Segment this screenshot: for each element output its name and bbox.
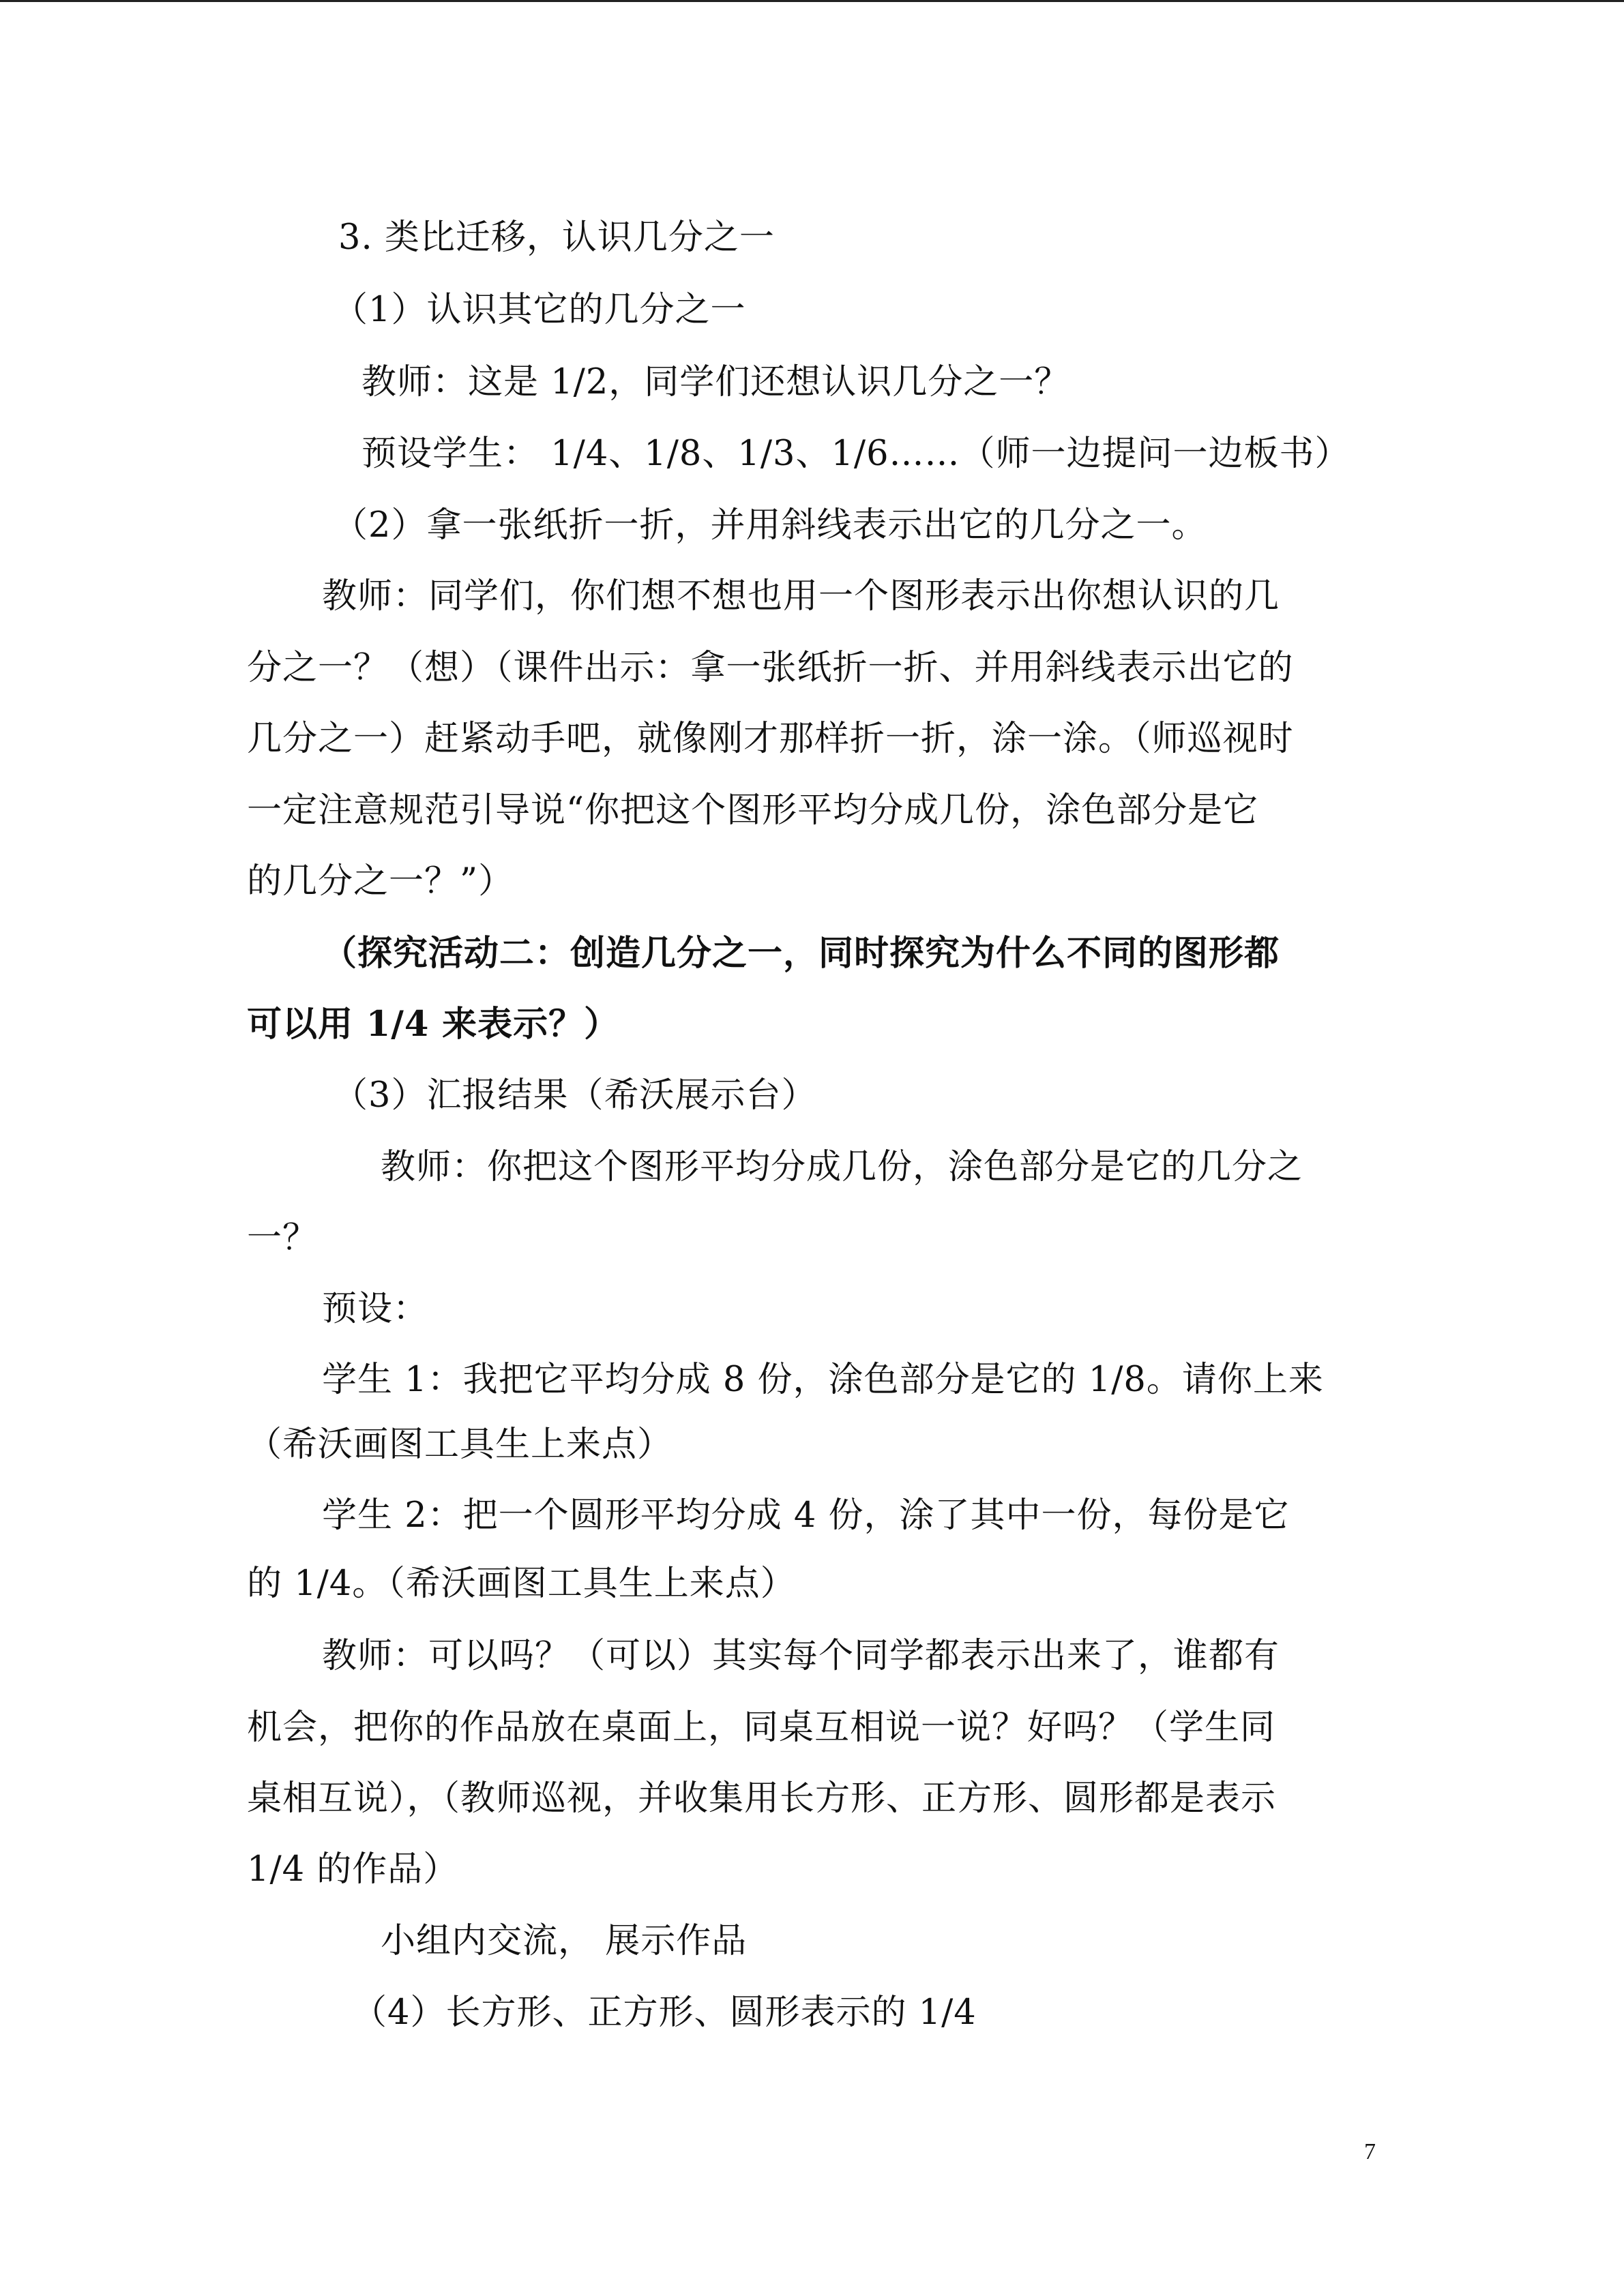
paragraph-line: 教师：同学们，你们想不想也用一个图形表示出你想认识的几 bbox=[322, 576, 1280, 616]
paragraph-line: 预设： bbox=[322, 1289, 429, 1329]
paragraph-line: 学生 2：把一个圆形平均分成 4 份，涂了其中一份，每份是它 bbox=[322, 1495, 1290, 1536]
paragraph-line: 的几分之一？”） bbox=[247, 861, 514, 901]
subsection-heading: （3）汇报结果（希沃展示台） bbox=[333, 1075, 817, 1116]
top-border bbox=[0, 0, 1624, 2]
activity-heading: 可以用 1/4 来表示？） bbox=[247, 1004, 620, 1045]
section-heading: 3. 类比迁移，认识几分之一 bbox=[338, 218, 775, 258]
page-number: 7 bbox=[1364, 2139, 1376, 2164]
paragraph-line: 的 1/4。（希沃画图工具生上来点） bbox=[247, 1564, 796, 1604]
paragraph-line: 小组内交流， 展示作品 bbox=[381, 1921, 748, 1961]
paragraph-line: 学生 1：我把它平均分成 8 份，涂色部分是它的 1/8。请你上来 bbox=[322, 1360, 1324, 1400]
paragraph-line: 教师：你把这个图形平均分成几份，涂色部分是它的几分之 bbox=[381, 1147, 1303, 1187]
paragraph-line: 桌相互说），（教师巡视，并收集用长方形、正方形、圆形都是表示 bbox=[247, 1778, 1277, 1819]
paragraph-line: 教师：可以吗？（可以）其实每个同学都表示出来了，谁都有 bbox=[322, 1636, 1280, 1676]
activity-heading: （探究活动二：创造几分之一，同时探究为什么不同的图形都 bbox=[322, 933, 1280, 974]
paragraph-line: 预设学生： 1/4、1/8、1/3、1/6……（师一边提问一边板书） bbox=[361, 434, 1350, 474]
paragraph-line: 机会，把你的作品放在桌面上，同桌互相说一说？好吗？（学生同 bbox=[247, 1708, 1276, 1748]
paragraph-line: 教师：这是 1/2，同学们还想认识几分之一？ bbox=[361, 362, 1070, 402]
paragraph-line: 几分之一）赶紧动手吧，就像刚才那样折一折，涂一涂。（师巡视时 bbox=[247, 719, 1294, 759]
paragraph-line: 分之一？（想）（课件出示：拿一张纸折一折、并用斜线表示出它的 bbox=[247, 648, 1294, 688]
paragraph-line: 1/4 的作品） bbox=[247, 1849, 459, 1890]
subsection-heading: （4）长方形、正方形、圆形表示的 1/4 bbox=[352, 1993, 977, 2033]
paragraph-line: 一？ bbox=[247, 1218, 319, 1258]
subsection-heading: （1）认识其它的几分之一 bbox=[333, 290, 746, 330]
paragraph-line: （希沃画图工具生上来点） bbox=[247, 1425, 673, 1465]
subsection-heading: （2）拿一张纸折一折，并用斜线表示出它的几分之一。 bbox=[333, 505, 1207, 546]
paragraph-line: 一定注意规范引导说“你把这个图形平均分成几份，涂色部分是它 bbox=[247, 790, 1259, 831]
